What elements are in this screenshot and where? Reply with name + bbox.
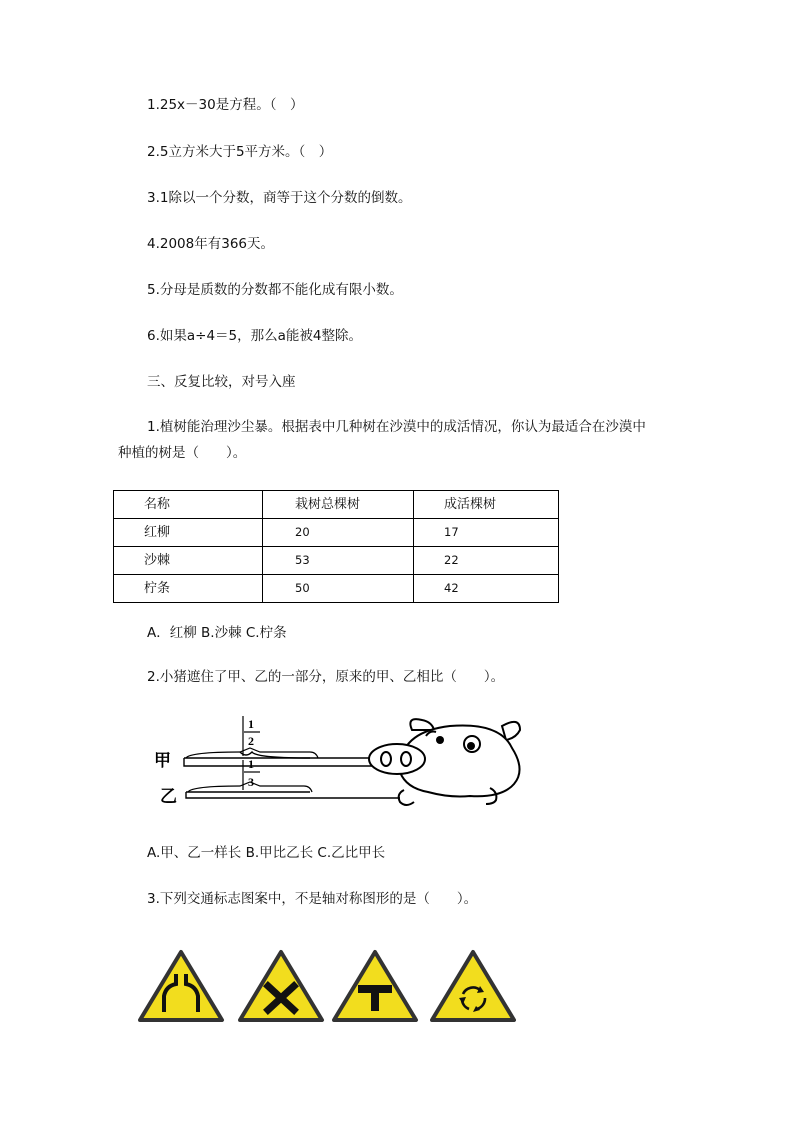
table-cell: 沙棘 bbox=[144, 553, 171, 568]
sign-triangle bbox=[140, 952, 222, 1020]
frac-a-den: 2 bbox=[248, 734, 254, 748]
pig-illustration bbox=[369, 719, 520, 805]
pig-covering-bars-figure bbox=[150, 712, 530, 812]
table-cell: 42 bbox=[444, 581, 459, 595]
road-narrows-sign bbox=[140, 952, 222, 1020]
crossroads-sign bbox=[240, 952, 322, 1020]
table-cell: 20 bbox=[295, 525, 310, 539]
pig-snout bbox=[369, 744, 425, 774]
section-title: 三、反复比较，对号入座 bbox=[147, 374, 296, 390]
tree-survival-table bbox=[113, 490, 559, 603]
frac-b-den: 3 bbox=[248, 775, 254, 789]
pig-hoof-left bbox=[399, 790, 414, 805]
table-row bbox=[114, 519, 559, 547]
q2-options: A.甲、乙一样长 B.甲比乙长 C.乙比甲长 bbox=[147, 845, 386, 861]
judgment-4: 4.2008年有366天。 bbox=[147, 236, 275, 252]
judgment-2: 2.5立方米大于5平方米。（ ） bbox=[147, 144, 333, 160]
judgment-6: 6.如果a÷4＝5，那么a能被4整除。 bbox=[147, 328, 363, 344]
table-header-cell: 名称 bbox=[144, 497, 171, 512]
q1-options: A．红柳 B.沙棘 C.柠条 bbox=[147, 625, 287, 641]
table-cell: 22 bbox=[444, 553, 459, 567]
judgment-3: 3.1除以一个分数，商等于这个分数的倒数。 bbox=[147, 190, 412, 206]
label-jia: 甲 bbox=[154, 751, 171, 771]
table-header-cell: 栽树总棵树 bbox=[295, 497, 361, 512]
sign-triangle bbox=[240, 952, 322, 1020]
table-header-cell: 成活棵树 bbox=[444, 497, 497, 512]
table-cell: 50 bbox=[295, 581, 310, 595]
frac-b-num: 1 bbox=[248, 757, 254, 771]
traffic-signs-figure bbox=[136, 948, 516, 1024]
label-yi: 乙 bbox=[160, 787, 177, 807]
table-cell: 53 bbox=[295, 553, 310, 567]
table-row bbox=[114, 575, 559, 603]
q1-text-line1: 1.植树能治理沙尘暴。根据表中几种树在沙漠中的成活情况，你认为最适合在沙漠中 bbox=[147, 419, 646, 435]
sign-triangle bbox=[432, 952, 514, 1020]
pig-eye-left bbox=[436, 736, 444, 744]
table-row bbox=[114, 547, 559, 575]
judgment-5: 5.分母是质数的分数都不能化成有限小数。 bbox=[147, 282, 403, 298]
bar-yi bbox=[186, 792, 400, 798]
q2-text: 2.小猪遮住了甲、乙的一部分，原来的甲、乙相比（ ）。 bbox=[147, 669, 505, 685]
pig-ear-left bbox=[410, 719, 434, 730]
table-cell: 柠条 bbox=[144, 581, 171, 596]
table-cell: 17 bbox=[444, 525, 459, 539]
table-header-row bbox=[114, 491, 559, 519]
judgment-1: 1.25x－30是方程。（ ） bbox=[147, 97, 304, 113]
roundabout-sign bbox=[432, 952, 514, 1020]
t-junction-sign bbox=[334, 952, 416, 1020]
q1-text-line2: 种植的树是（ ）。 bbox=[118, 445, 247, 461]
table-cell: 红柳 bbox=[144, 525, 171, 540]
q3-text: 3.下列交通标志图案中，不是轴对称图形的是（ ）。 bbox=[147, 891, 478, 907]
frac-a-num: 1 bbox=[248, 717, 254, 731]
